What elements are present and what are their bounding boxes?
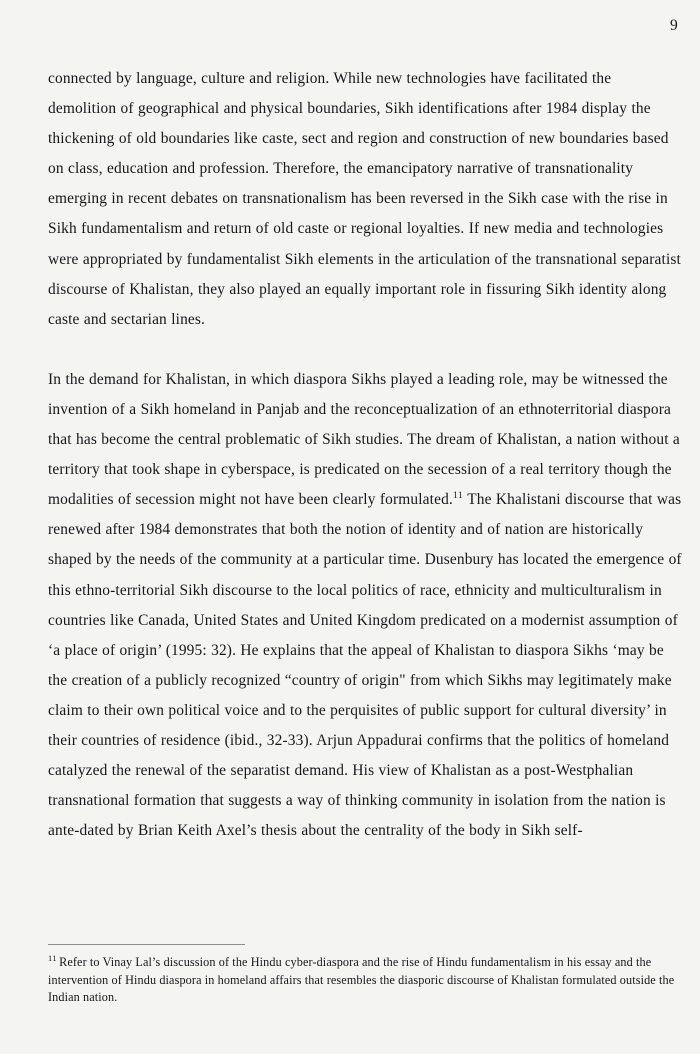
body-text-column xyxy=(48,64,682,846)
footnote-reference-marker[interactable]: 11 xyxy=(452,490,464,502)
footnote-separator-rule xyxy=(48,944,245,945)
footnote-number: 11 xyxy=(48,953,58,963)
paragraph-second-part-one: In the demand for Khalistan, in which diaspora Sikhs played a leading role, may be witnessed the invention of a Sikh homeland in Panjab and the reconceptualization of an ethnoterritorial diaspora that has become the central problematic of Sikh studies. The dream of Khalistan, a nation without a territory that took shape in cyberspace, is predicated on the secession of a real territory though the modalities of secession might not have been clearly formulated. xyxy=(48,370,680,509)
footnote-area xyxy=(48,944,682,1007)
paragraph-first: connected by language, culture and religion. While new technologies have facilitated the demolition of geographical and physical boundaries, Sikh identifications after 1984 display the thickening of old boundaries like caste, sect and region and construction of new boundaries based on class, education and profession. Therefore, the emancipatory narrative of transnationality emerging in recent debates on transnationalism has been reversed in the Sikh case with the rise in Sikh fundamentalism and return of old caste or regional loyalties. If new media and technologies were appropriated by fundamentalist Sikh elements in the articulation of the transnational separatist discourse of Khalistan, they also played an equally important role in fissuring Sikh identity along caste and sectarian lines. xyxy=(48,70,681,328)
paragraph-second-part-two: The Khalistani discourse that was renewed after 1984 demonstrates that both the notion of identity and of nation are historically shaped by the needs of the community at a particular time. Dusenbury has located the emergence of this ethno-territorial Sikh discourse to the local politics of race, ethnicity and multiculturalism in countries like Canada, United States and United Kingdom predicated on a modernist assumption of ‘a place of origin’ (1995: 32). He explains that the appeal of Khalistan to diaspora Sikhs ‘may be the creation of a publicly recognized “country of origin" from which Sikhs may legitimately make claim to their own political voice and to the perquisites of public support for cultural diversity’ in their countries of residence (ibid., 32-33). Arjun Appadurai confirms that the politics of homeland catalyzed the renewal of the separatist demand. His view of Khalistan as a post-Westphalian transnational formation that suggests a way of thinking community in isolation from the nation is ante-dated by Brian Keith Axel’s thesis about the centrality of the body in Sikh self- xyxy=(48,491,682,840)
footnote-body-text: Refer to Vinay Lal’s discussion of the Hindu cyber-diaspora and the rise of Hindu fundamentalism in his essay and the intervention of Hindu diaspora in homeland affairs that resembles the diasporic discourse of Khalistan formulated outside the Indian nation. xyxy=(48,955,675,1005)
paragraph-second xyxy=(48,365,682,847)
page-number: 9 xyxy=(670,17,678,34)
footnote-entry xyxy=(48,954,682,1007)
